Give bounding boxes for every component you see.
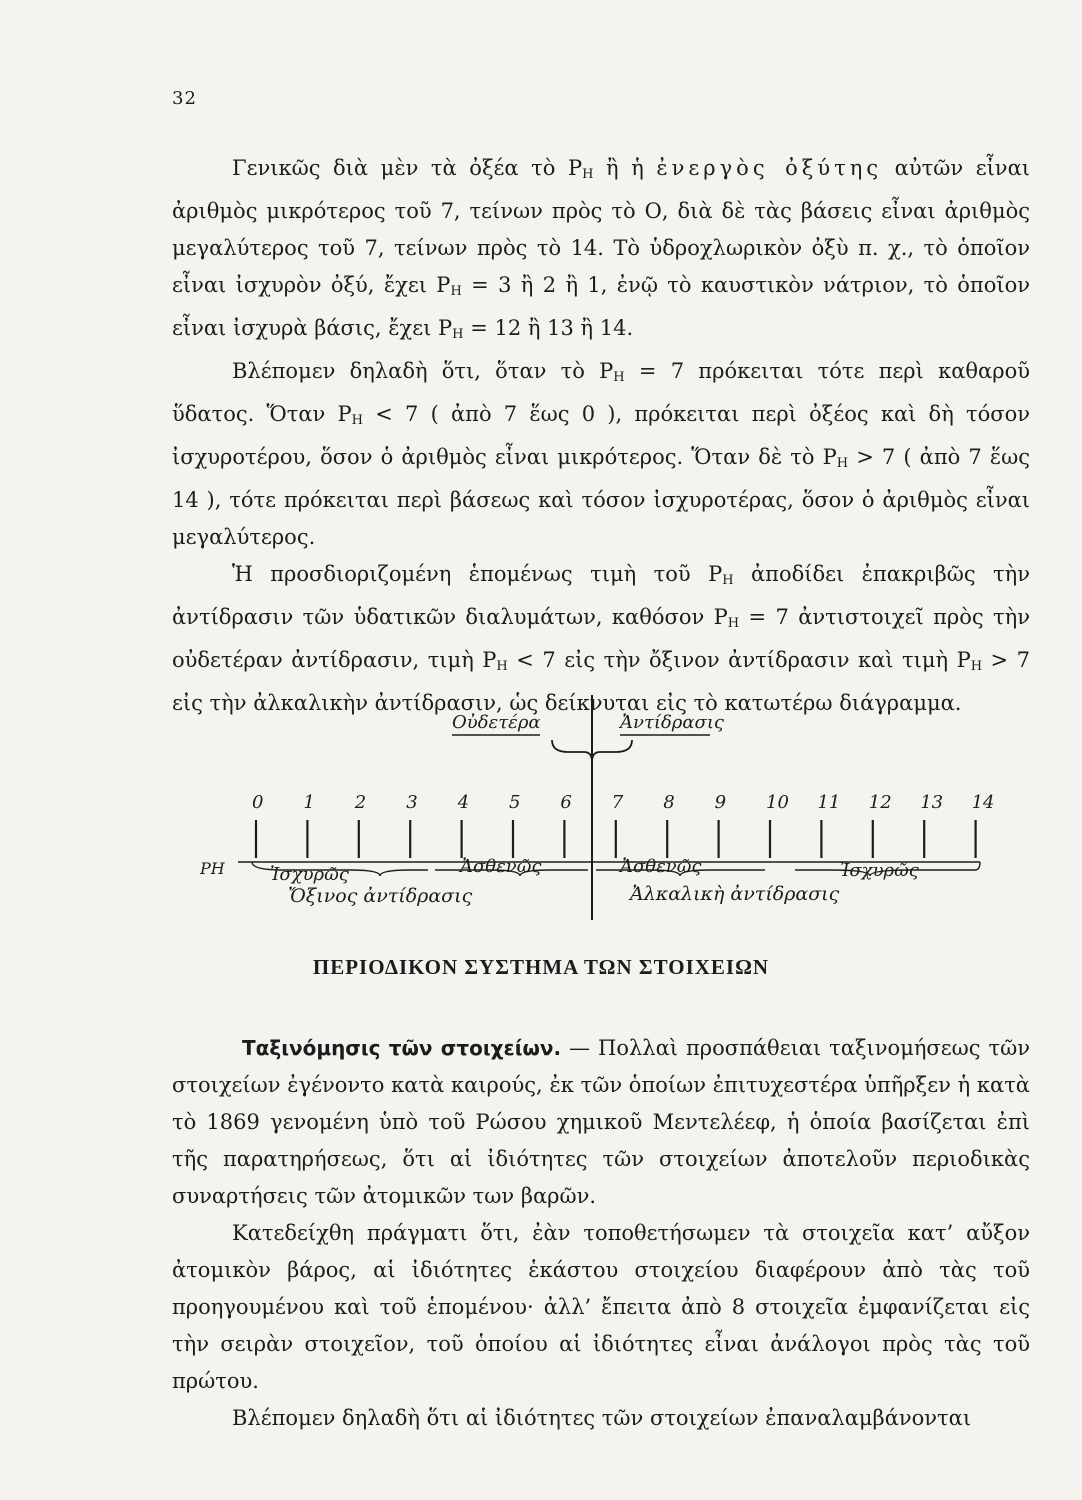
ph-symbol: $P_H$ — [337, 402, 363, 428]
paragraph-6: Βλέπομεν δηλαδὴ ὅτι αἱ ἰδιότητες τῶν στοιχείων ἐπαναλαμβάνονται — [232, 1406, 972, 1430]
paragraph-2: Βλέπομεν δηλαδὴ ὅτι, ὅταν τὸ $P_H = 7$ πρόκειται τότε περὶ καθαροῦ ὕδατος. Ὅταν $P_H < 7$ ( ἀπὸ 7 ἕως 0 ), πρόκειται περὶ ὀξέος καὶ δὴ τόσον ἰσχυροτέρου, ὅσον ὁ ἀριθμὸς εἶναι μικρότερος. Ὅταν δὲ τὸ $P_H > 7$ ( ἀπὸ 7 ἕως 14 ), τότε πρόκειται περὶ βάσεως καὶ τόσον ἰσχυροτέρας, ὅσον ὁ ἀριθμὸς εἶναι μεγαλύτερος. — [172, 359, 1031, 549]
ph-axis-label: PH — [200, 859, 225, 878]
scale-number-9: 9 — [714, 792, 727, 813]
scale-number-5: 5 — [509, 792, 521, 813]
ph-symbol: $P_H$ — [482, 648, 508, 674]
intro-text — [172, 150, 1030, 722]
scale-number-7: 7 — [611, 792, 624, 813]
scale-number-12: 12 — [868, 792, 892, 813]
neutral-label-left: Οὐδετέρα — [452, 712, 541, 733]
paragraph-5: Κατεδείχθη πράγματι ὅτι, ἐὰν τοποθετήσωμεν τὰ στοιχεῖα κατ’ αὔξον ἀτομικὸν βάρος, αἱ ἰδιότητες ἑκάστου στοιχείου διαφέρουν ἀπὸ τὰς τοῦ προηγουμένου καὶ τοῦ ἑπομένου· ἀλλ’ ἔπειτα ἀπὸ 8 στοιχεῖα ἐμφανίζεται εἰς τὴν σειρὰν στοιχεῖον, τοῦ ὁποίου αἱ ἰδιότητες εἶναι ἀνάλογοι πρὸς τὰς τοῦ πρώτου. — [172, 1221, 1030, 1393]
ph-symbol: $P_H$ — [436, 273, 462, 299]
ph-symbol: $P_H$ — [708, 562, 734, 588]
scale-number-1: 1 — [303, 792, 315, 813]
ph-symbol: $P_H$ — [567, 156, 594, 182]
ph-symbol: $P_H$ — [438, 316, 464, 342]
section-heading: ΠΕΡΙΟΔΙΚΟΝ ΣΥΣΤΗΜΑ ΤΩΝ ΣΤΟΙΧΕΙΩΝ — [312, 955, 770, 979]
ph-symbol: $P_H$ — [956, 648, 983, 674]
paragraph-1: Γενικῶς διὰ μὲν τὰ ὀξέα τὸ $P_H$ ἢ ἡ ἐνεργὸς ὀξύτης αὐτῶν εἶναι ἀριθμὸς μικρότερος τοῦ 7, τείνων πρὸς τὸ Ο, διὰ δὲ τὰς βάσεις εἶναι ἀριθμὸς μεγαλύτερος τοῦ 7, τείνων πρὸς τὸ 14. Τὸ ὑδροχλωρικὸν ὀξὺ π. χ., τὸ ὁποῖον εἶναι ἰσχυρὸν ὀξύ, ἔχει $P_H = 3$ ἢ 2 ἢ 1, ἐνῷ τὸ καυστικὸν νάτριον, τὸ ὁποῖον εἶναι ἰσχυρὰ βάσις, ἔχει $P_H = 12$ ἢ 13 ἢ 14. — [172, 156, 1030, 342]
ph-scale — [252, 792, 995, 858]
scale-number-10: 10 — [766, 792, 789, 813]
alkaline-reaction-label: Ἀλκαλικὴ ἀντίδρασις — [630, 883, 840, 905]
strong-acid-label: Ἰσχυρῶς — [270, 864, 349, 885]
weak-acid-label: Ἀσθενῶς — [460, 856, 542, 877]
ph-symbol: $P_H$ — [599, 359, 625, 385]
paragraph-3: Ἡ προσδιοριζομένη ἑπομένως τιμὴ τοῦ $P_H$ ἀποδίδει ἐπακριβῶς τὴν ἀντίδρασιν τῶν ὑδατικῶν διαλυμάτων, καθόσον $P_H = 7$ ἀντιστοιχεῖ πρὸς τὴν οὐδετέραν ἀντίδρασιν, τιμὴ $P_H < 7$ εἰς τὴν ὄξινον ἀντίδρασιν καὶ τιμὴ $P_H > 7$ εἰς τὴν ἀλκαλικὴν ἀντίδρασιν, ὡς δείκνυται εἰς τὸ κατωτέρω διάγραμμα. — [172, 562, 1031, 715]
scale-number-4: 4 — [457, 792, 470, 813]
weak-base-label: Ἀσθενῶς — [620, 856, 702, 877]
ph-symbol: $P_H$ — [713, 605, 740, 631]
scale-number-13: 13 — [920, 792, 944, 813]
scale-number-14: 14 — [971, 792, 995, 813]
scale-number-3: 3 — [406, 792, 418, 813]
subheading: Ταξινόμησις τῶν στοιχείων. — [242, 1036, 562, 1060]
page-number: 32 — [172, 88, 197, 109]
acid-reaction-label: Ὄξινος ἀντίδρασις — [288, 885, 473, 907]
scale-number-2: 2 — [354, 792, 367, 813]
neutral-label-right: Ἀντίδρασις — [620, 712, 724, 733]
section-text — [172, 1030, 1030, 1437]
strong-base-label: Ἰσχυρῶς — [840, 860, 919, 881]
ph-scale-diagram — [190, 690, 1010, 925]
paragraph-4: Ταξινόμησις τῶν στοιχείων. — Πολλαὶ προσπάθειαι ταξινομήσεως τῶν στοιχείων ἐγένοντο κατὰ καιρούς, ἐκ τῶν ὁποίων ἐπιτυχεστέρα ὑπῆρξεν ἡ κατὰ τὸ 1869 γενομένη ὑπὸ τοῦ Ρώσου χημικοῦ Μεντελέεφ, ἡ ὁποία βασίζεται ἐπὶ τῆς παρατηρήσεως, ὅτι αἱ ἰδιότητες τῶν στοιχείων ἀποτελοῦν περιοδικὰς συναρτήσεις τῶν ἀτομικῶν των βαρῶν. — [172, 1036, 1030, 1208]
scale-number-0: 0 — [252, 792, 264, 813]
scale-number-6: 6 — [560, 792, 572, 813]
ph-symbol: $P_H$ — [822, 445, 849, 471]
scale-number-8: 8 — [663, 792, 675, 813]
scale-number-11: 11 — [817, 792, 841, 813]
